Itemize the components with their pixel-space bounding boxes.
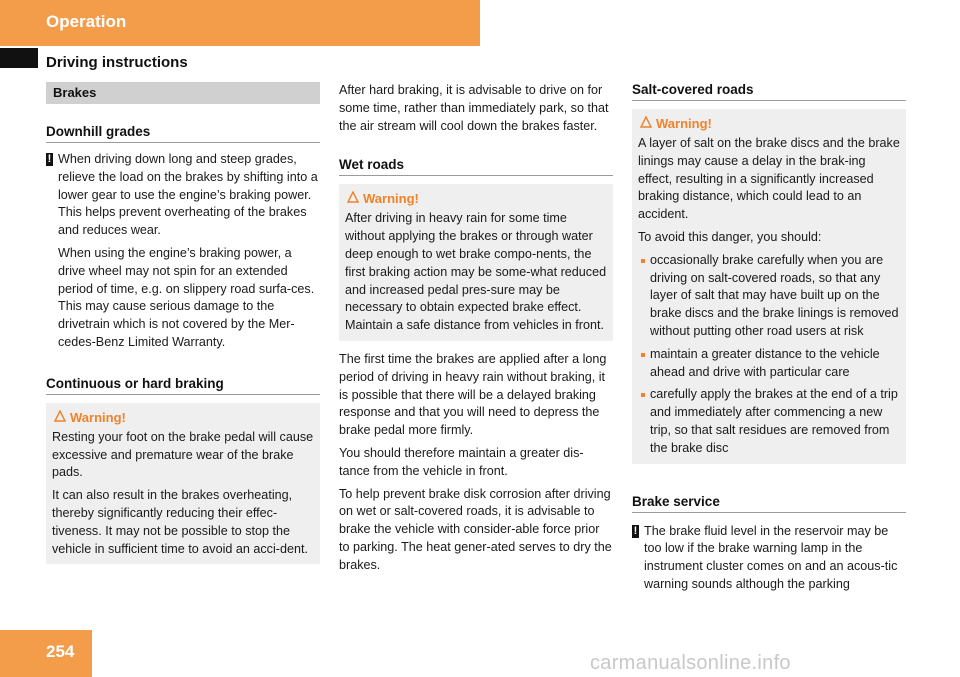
intro-paragraph: After hard braking, it is advisable to drive on for some time, rather than immediately park, so that the air stream will cool down the brakes faster.	[339, 83, 609, 133]
warning-box	[339, 184, 613, 341]
warning-title: Warning!	[638, 115, 900, 133]
bullet-item: maintain a greater distance to the vehicle ahead and drive with particular care	[638, 346, 900, 382]
warning-icon	[640, 115, 656, 133]
warning-box	[632, 109, 906, 464]
warning-title: Warning!	[52, 409, 314, 427]
salt-roads-heading: Salt-covered roads	[632, 82, 906, 101]
warning-text-2: To avoid this danger, you should:	[638, 229, 822, 244]
downhill-heading: Downhill grades	[46, 124, 320, 143]
column-3	[632, 82, 906, 594]
warning-text: After driving in heavy rain for some time without applying the brakes or through water deep enough to wet brake compo-nents, the first braking action may be some-what reduced and increased pedal pres-sure may be necessary to obtain expected brake effect. Maintain a safe distance from vehicles in front.	[345, 211, 607, 333]
downhill-notice-text-2: When using the engine’s braking power, a drive wheel may not spin for an extended period of time, e.g. on slippery road surfa-ces. This may cause serious damage to the drivetrain which is not covered by the Mer-cedes-Benz Limited Warranty.	[58, 245, 315, 349]
brakes-bar: Brakes	[46, 82, 320, 104]
notice-icon: !	[47, 153, 52, 165]
service-notice-text: The brake fluid level in the reservoir may be too low if the brake warning lamp in the instrument cluster comes on and an acous-tic warning sounds although the parking	[644, 523, 898, 591]
column-1	[46, 82, 320, 564]
wet-roads-heading: Wet roads	[339, 157, 613, 176]
page-title: Driving instructions	[46, 54, 188, 71]
bullet-item: carefully apply the brakes at the end of a trip and immediately after commencing a new trip, so that salt residues are removed from the brake disc	[638, 386, 900, 457]
warning-icon	[54, 409, 70, 427]
warning-text-2: It can also result in the brakes overheating, thereby significantly reducing their effec-tiveness. It may not be possible to stop the vehicle in sufficient time to avoid an acci-dent.	[52, 488, 308, 556]
watermark: carmanualsonline.info	[590, 652, 791, 674]
page-number: 254	[46, 642, 75, 661]
paragraph: To help prevent brake disk corrosion after driving on wet or salt-covered roads, it is advisable to brake the vehicle with consider-able force prior to parking. The heat gener-ated serves to dry the brakes.	[339, 486, 612, 572]
bullet-icon	[641, 393, 645, 397]
paragraph: The first time the brakes are applied after a long period of driving in heavy rain without braking, it is possible that there will be a delayed braking response and that you will need to depress the brake pedal more firmly.	[339, 351, 607, 438]
downhill-notice-text: When driving down long and steep grades, relieve the load on the brakes by shifting into a lower gear to use the engine’s braking power. This helps prevent overheating of the brakes and reduces wear.	[58, 152, 318, 238]
header-marker	[0, 48, 38, 68]
bullet-item: occasionally brake carefully when you are driving on salt-covered roads, so that any layer of salt that may have built up on the brake discs and the brake linings is removed without putting other road users at risk	[638, 252, 900, 341]
service-notice	[632, 523, 906, 594]
section-title: Operation	[46, 12, 127, 31]
warning-box	[46, 403, 320, 565]
column-2	[339, 82, 613, 575]
warning-text: A layer of salt on the brake discs and the brake linings may cause a delay in the brak-ing effect, resulting in a significantly increased braking distance, which could lead to an accident.	[638, 136, 900, 222]
paragraph: You should therefore maintain a greater dis-tance from the vehicle in front.	[339, 445, 584, 478]
downhill-notice	[46, 151, 320, 352]
warning-title: Warning!	[345, 190, 607, 208]
bullet-icon	[641, 259, 645, 263]
notice-icon: !	[633, 524, 638, 537]
warning-icon	[347, 190, 363, 208]
bullet-icon	[641, 353, 645, 357]
brake-service-heading: Brake service	[632, 494, 906, 513]
warning-text: Resting your foot on the brake pedal will cause excessive and premature wear of the brake pads.	[52, 429, 314, 480]
continuous-heading: Continuous or hard braking	[46, 376, 320, 395]
